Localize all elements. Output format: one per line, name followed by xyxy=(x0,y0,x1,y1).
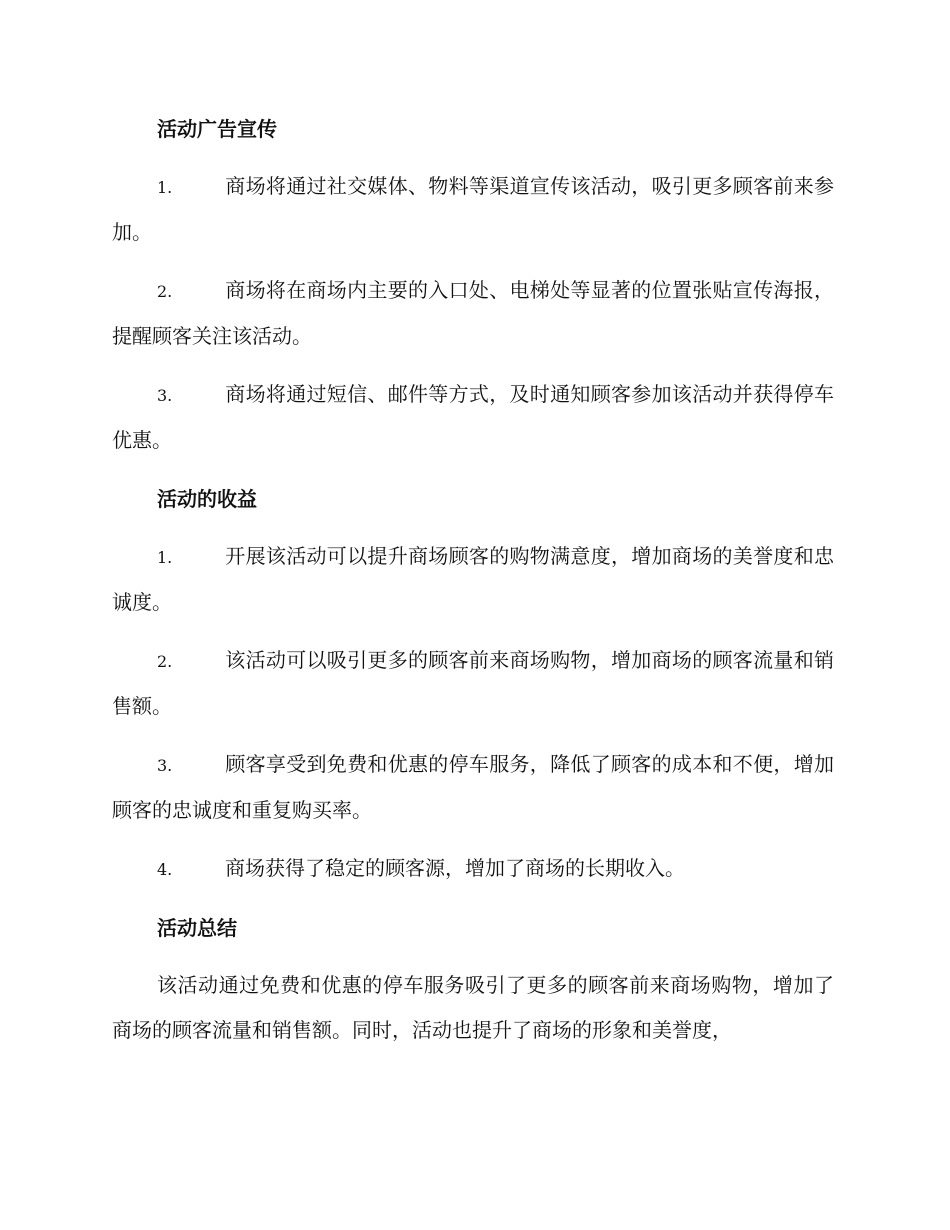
list-item xyxy=(112,742,834,833)
item-number: 2. xyxy=(157,652,173,671)
item-number: 1. xyxy=(157,178,173,197)
list-item xyxy=(112,846,834,892)
item-number: 2. xyxy=(157,282,173,301)
section-benefits xyxy=(112,476,834,892)
section-summary xyxy=(112,905,834,1053)
section-heading: 活动的收益 xyxy=(157,487,257,511)
list-item xyxy=(112,534,834,625)
item-text: 顾客享受到免费和优惠的停车服务，降低了顾客的成本和不便，增加顾客的忠诚度和重复购买率。 xyxy=(112,752,834,822)
list-item xyxy=(112,372,834,463)
section-advertising xyxy=(112,106,834,463)
item-number: 1. xyxy=(157,548,173,567)
item-text: 该活动可以吸引更多的顾客前来商场购物，增加商场的顾客流量和销售额。 xyxy=(112,648,834,718)
section-heading: 活动总结 xyxy=(157,916,237,940)
list-item xyxy=(112,164,834,255)
list-item xyxy=(112,638,834,729)
item-text: 商场将通过短信、邮件等方式，及时通知顾客参加该活动并获得停车优惠。 xyxy=(112,382,834,452)
document-content xyxy=(112,106,834,1053)
item-text: 开展该活动可以提升商场顾客的购物满意度，增加商场的美誉度和忠诚度。 xyxy=(112,544,834,614)
item-text: 商场获得了稳定的顾客源，增加了商场的长期收入。 xyxy=(225,856,685,880)
item-number: 3. xyxy=(157,386,173,405)
item-number: 4. xyxy=(157,860,173,879)
summary-paragraph: 该活动通过免费和优惠的停车服务吸引了更多的顾客前来商场购物，增加了商场的顾客流量和销售额。同时，活动也提升了商场的形象和美誉度， xyxy=(112,973,834,1042)
list-item xyxy=(112,268,834,359)
section-heading: 活动广告宣传 xyxy=(157,117,277,141)
item-text: 商场将通过社交媒体、物料等渠道宣传该活动，吸引更多顾客前来参加。 xyxy=(112,174,834,244)
item-number: 3. xyxy=(157,756,173,775)
item-text: 商场将在商场内主要的入口处、电梯处等显著的位置张贴宣传海报，提醒顾客关注该活动。 xyxy=(112,278,834,348)
